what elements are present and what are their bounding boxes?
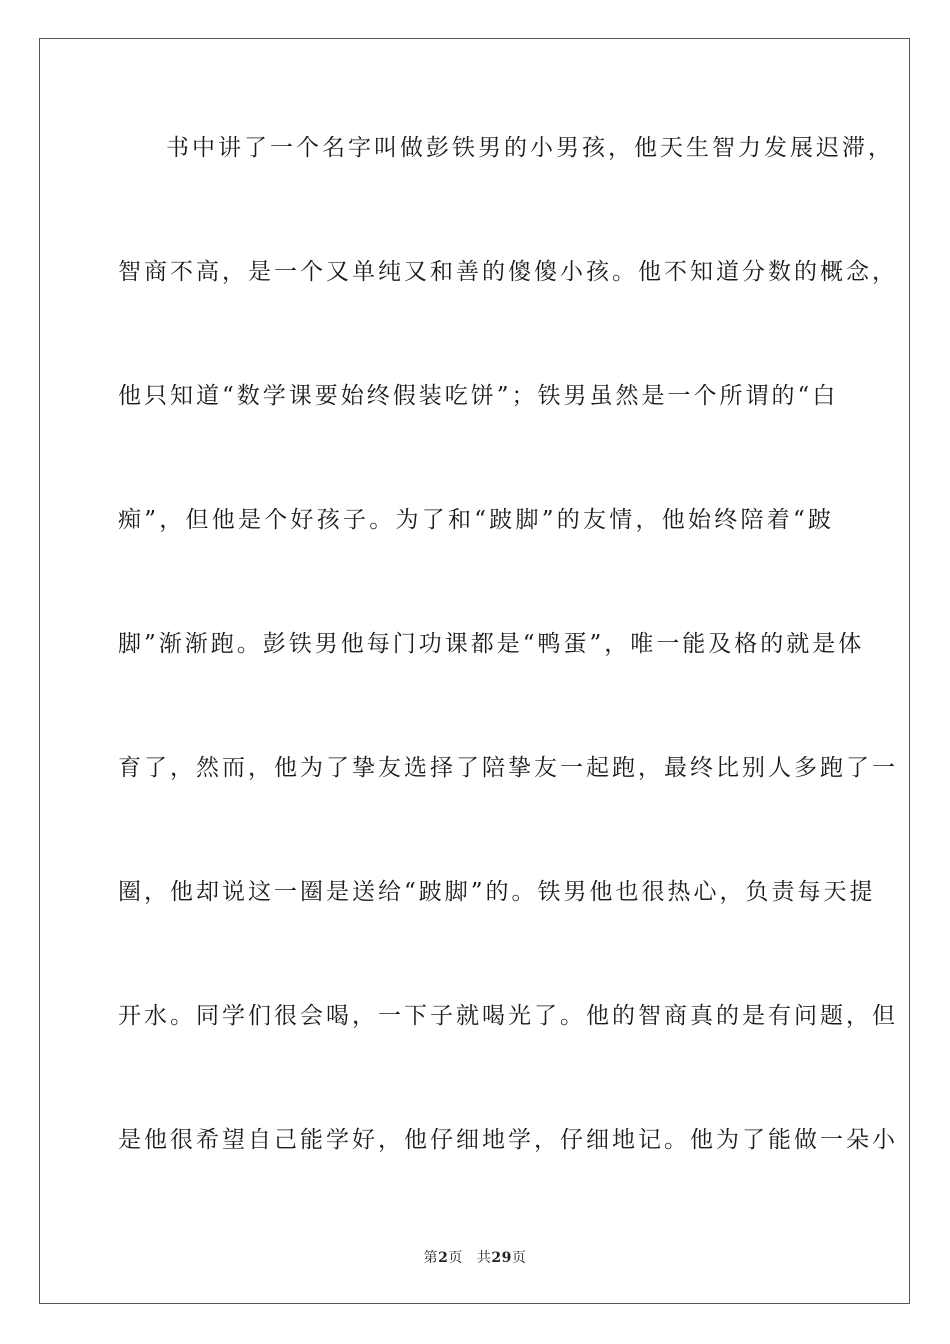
paragraph-line: 脚”渐渐跑。彭铁男他每门功课都是“鸭蛋”，唯一能及格的就是体	[118, 631, 865, 657]
page-number: 2	[438, 1250, 449, 1266]
page-prefix: 第	[423, 1250, 439, 1266]
paragraph-line: 书中讲了一个名字叫做彭铁男的小男孩，他天生智力发展迟滞，	[166, 135, 894, 161]
paragraph-line: 育了，然而，他为了挚友选择了陪挚友一起跑，最终比别人多跑了一	[118, 755, 898, 781]
paragraph-line: 智商不高，是一个又单纯又和善的傻傻小孩。他不知道分数的概念，	[118, 259, 898, 285]
paragraph-line: 是他很希望自己能学好，他仔细地学，仔细地记。他为了能做一朵小	[118, 1127, 898, 1153]
paragraph-line: 痴”，但他是个好孩子。为了和“跛脚”的友情，他始终陪着“跛	[118, 507, 834, 533]
paragraph-line: 开水。同学们很会喝，一下子就喝光了。他的智商真的是有问题，但	[118, 1003, 898, 1029]
document-body	[118, 118, 898, 1234]
paragraph-line: 他只知道“数学课要始终假装吃饼”；铁男虽然是一个所谓的“白	[118, 383, 839, 409]
total-suffix: 页	[511, 1250, 527, 1266]
total-pages: 29	[491, 1250, 512, 1266]
paragraph-line: 圈，他却说这一圈是送给“跛脚”的。铁男他也很热心，负责每天提	[118, 879, 876, 905]
total-prefix: 共	[476, 1250, 492, 1266]
page-suffix: 页	[448, 1250, 463, 1266]
page-footer	[0, 1247, 950, 1267]
